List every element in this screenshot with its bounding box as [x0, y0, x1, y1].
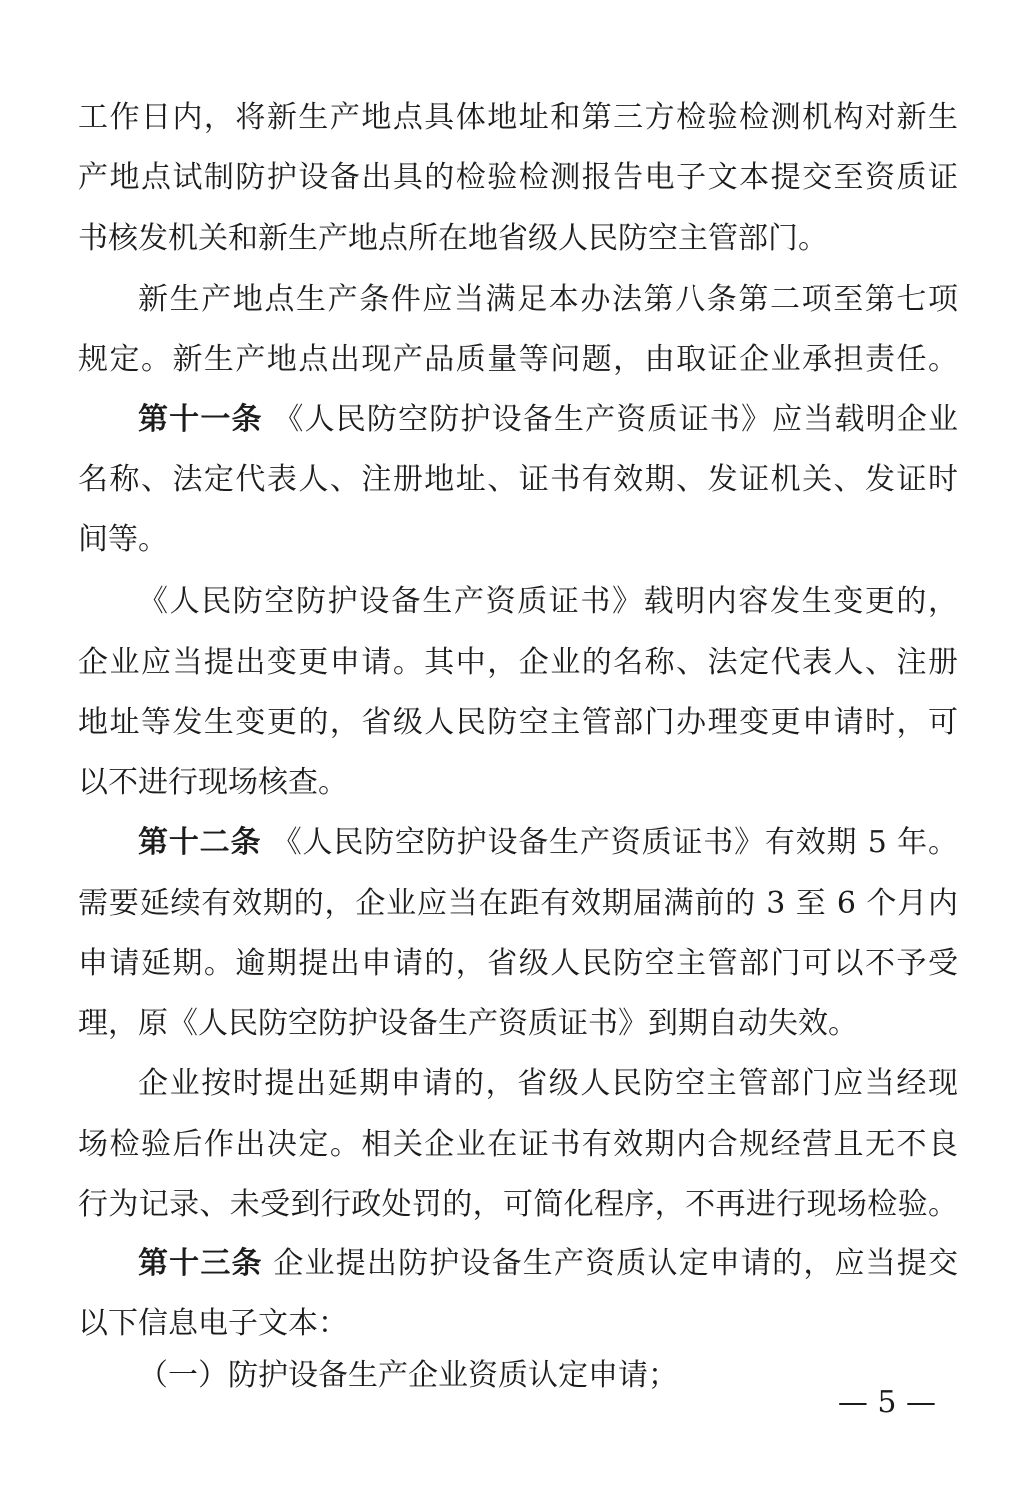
- body-line: 行为记录、未受到行政处罚的，可简化程序，不再进行现场检验。: [78, 1187, 958, 1222]
- article-heading: 第十一条: [138, 402, 263, 437]
- article-13-first-line: 第十三条 企业提出防护设备生产资质认定申请的，应当提交: [138, 1246, 959, 1281]
- body-line: 规定。新生产地点出现产品质量等问题，由取证企业承担责任。: [78, 342, 958, 377]
- paragraph-first-line: 企业按时提出延期申请的，省级人民防空主管部门应当经现: [138, 1066, 958, 1101]
- body-line: 以下信息电子文本：: [78, 1306, 348, 1341]
- body-line: 名称、法定代表人、注册地址、证书有效期、发证机关、发证时: [78, 462, 958, 497]
- article-heading: 第十二条: [138, 825, 262, 860]
- body-line: 申请延期。逾期提出申请的，省级人民防空主管部门可以不予受: [78, 946, 958, 981]
- body-line: 理，原《人民防空防护设备生产资质证书》到期自动失效。: [78, 1006, 858, 1041]
- body-line: 产地点试制防护设备出具的检验检测报告电子文本提交至资质证: [78, 160, 958, 195]
- body-line: 需要延续有效期的，企业应当在距有效期届满前的 3 至 6 个月内: [78, 886, 958, 921]
- list-item: （一）防护设备生产企业资质认定申请；: [138, 1358, 678, 1393]
- body-line: 地址等发生变更的，省级人民防空主管部门办理变更申请时，可: [78, 705, 958, 740]
- body-line: 场检验后作出决定。相关企业在证书有效期内合规经营且无不良: [78, 1127, 958, 1162]
- paragraph-first-line: 新生产地点生产条件应当满足本办法第八条第二项至第七项: [138, 282, 958, 317]
- article-12-first-line: 第十二条 《人民防空防护设备生产资质证书》有效期 5 年。: [138, 825, 959, 860]
- article-11-first-line: 第十一条 《人民防空防护设备生产资质证书》应当载明企业: [138, 402, 959, 437]
- body-line: 间等。: [78, 522, 168, 557]
- body-line: 书核发机关和新生产地点所在地省级人民防空主管部门。: [78, 221, 828, 256]
- paragraph-first-line: 《人民防空防护设备生产资质证书》载明内容发生变更的，: [138, 584, 958, 619]
- page-number: — 5 —: [837, 1385, 936, 1420]
- body-line: 企业应当提出变更申请。其中，企业的名称、法定代表人、注册: [78, 645, 958, 680]
- article-heading: 第十三条: [138, 1246, 263, 1281]
- body-line: 工作日内，将新生产地点具体地址和第三方检验检测机构对新生: [78, 100, 958, 135]
- body-line: 以不进行现场核查。: [78, 765, 348, 800]
